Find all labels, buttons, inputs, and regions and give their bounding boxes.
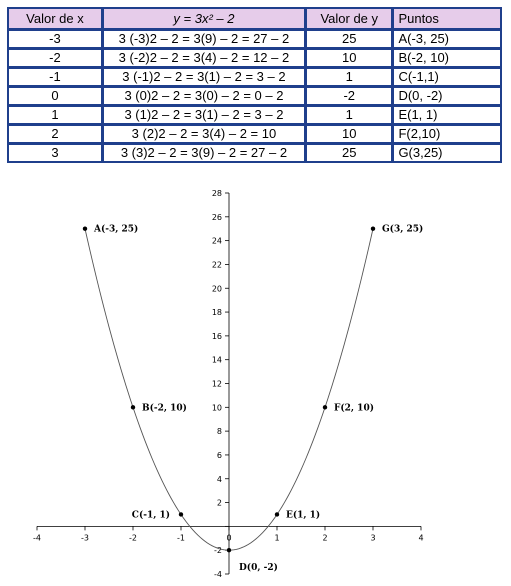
cell-y: 1: [307, 107, 394, 126]
y-tick-label: 24: [211, 236, 222, 246]
x-tick-label: 2: [322, 533, 328, 543]
x-tick-label: 3: [370, 533, 376, 543]
cell-y: 25: [307, 145, 394, 161]
y-tick-label: -2: [214, 546, 222, 556]
y-tick-label: 20: [211, 284, 222, 294]
cell-point: G(3,25): [394, 145, 500, 161]
cell-equation: 3 (1)2 – 2 = 3(1) – 2 = 3 – 2: [104, 107, 307, 126]
cell-point: C(-1,1): [394, 69, 500, 88]
cell-point: E(1, 1): [394, 107, 500, 126]
cell-equation: 3 (-2)2 – 2 = 3(4) – 2 = 12 – 2: [104, 50, 307, 69]
y-tick-label: 26: [211, 212, 222, 222]
table-header-row: [9, 9, 500, 31]
values-table: [7, 7, 502, 163]
data-point: [83, 227, 87, 231]
cell-x: -3: [9, 31, 104, 50]
cell-equation: 3 (-3)2 – 2 = 3(9) – 2 = 27 – 2: [104, 31, 307, 50]
cell-point: D(0, -2): [394, 88, 500, 107]
x-tick-label: 0: [226, 533, 232, 543]
cell-x: 2: [9, 126, 104, 145]
table-row: [9, 50, 500, 69]
cell-equation: 3 (0)2 – 2 = 3(0) – 2 = 0 – 2: [104, 88, 307, 107]
y-tick-label: 18: [211, 308, 222, 318]
y-tick-label: 2: [216, 498, 222, 508]
y-tick-label: -4: [214, 570, 222, 579]
point-label: C(-1, 1): [131, 510, 170, 521]
y-tick-label: 28: [211, 189, 222, 198]
table-row: [9, 88, 500, 107]
y-tick-label: 22: [211, 260, 222, 270]
data-point: [323, 405, 327, 409]
cell-y: 10: [307, 126, 394, 145]
cell-x: 3: [9, 145, 104, 161]
point-label: F(2, 10): [334, 403, 374, 414]
cell-point: B(-2, 10): [394, 50, 500, 69]
table-row: [9, 107, 500, 126]
table-row: [9, 69, 500, 88]
point-label: A(-3, 25): [94, 224, 139, 235]
point-label: G(3, 25): [382, 224, 424, 235]
x-tick-label: 1: [274, 533, 280, 543]
data-point: [371, 227, 375, 231]
y-tick-label: 6: [216, 450, 222, 460]
cell-x: -1: [9, 69, 104, 88]
parabola-chart: [0, 185, 511, 586]
y-tick-label: 8: [216, 427, 222, 437]
cell-point: F(2,10): [394, 126, 500, 145]
header-points: Puntos: [394, 9, 500, 31]
x-tick-label: -1: [177, 533, 185, 543]
cell-y: -2: [307, 88, 394, 107]
y-tick-label: 14: [211, 355, 222, 365]
table-row: [9, 126, 500, 145]
cell-y: 1: [307, 69, 394, 88]
cell-x: 0: [9, 88, 104, 107]
x-tick-label: -3: [81, 533, 89, 543]
data-point: [275, 512, 279, 516]
cell-x: -2: [9, 50, 104, 69]
header-x: Valor de x: [9, 9, 104, 31]
cell-equation: 3 (-1)2 – 2 = 3(1) – 2 = 3 – 2: [104, 69, 307, 88]
x-tick-label: 4: [418, 533, 424, 543]
y-tick-label: 16: [211, 331, 222, 341]
cell-point: A(-3, 25): [394, 31, 500, 50]
table-row: [9, 31, 500, 50]
point-label: B(-2, 10): [142, 403, 187, 414]
data-point: [179, 512, 183, 516]
cell-y: 10: [307, 50, 394, 69]
cell-equation: 3 (3)2 – 2 = 3(9) – 2 = 27 – 2: [104, 145, 307, 161]
cell-equation: 3 (2)2 – 2 = 3(4) – 2 = 10: [104, 126, 307, 145]
x-tick-label: -2: [129, 533, 137, 543]
data-point: [131, 405, 135, 409]
cell-x: 1: [9, 107, 104, 126]
y-tick-label: 4: [216, 474, 222, 484]
y-tick-label: 10: [211, 403, 222, 413]
header-y: Valor de y: [307, 9, 394, 31]
point-label: D(0, -2): [239, 563, 278, 574]
y-tick-label: 12: [211, 379, 222, 389]
data-point: [227, 548, 231, 552]
table-row: [9, 145, 500, 161]
x-tick-label: -4: [33, 533, 41, 543]
point-label: E(1, 1): [286, 510, 321, 521]
header-equation: y = 3x² – 2: [104, 9, 307, 31]
cell-y: 25: [307, 31, 394, 50]
